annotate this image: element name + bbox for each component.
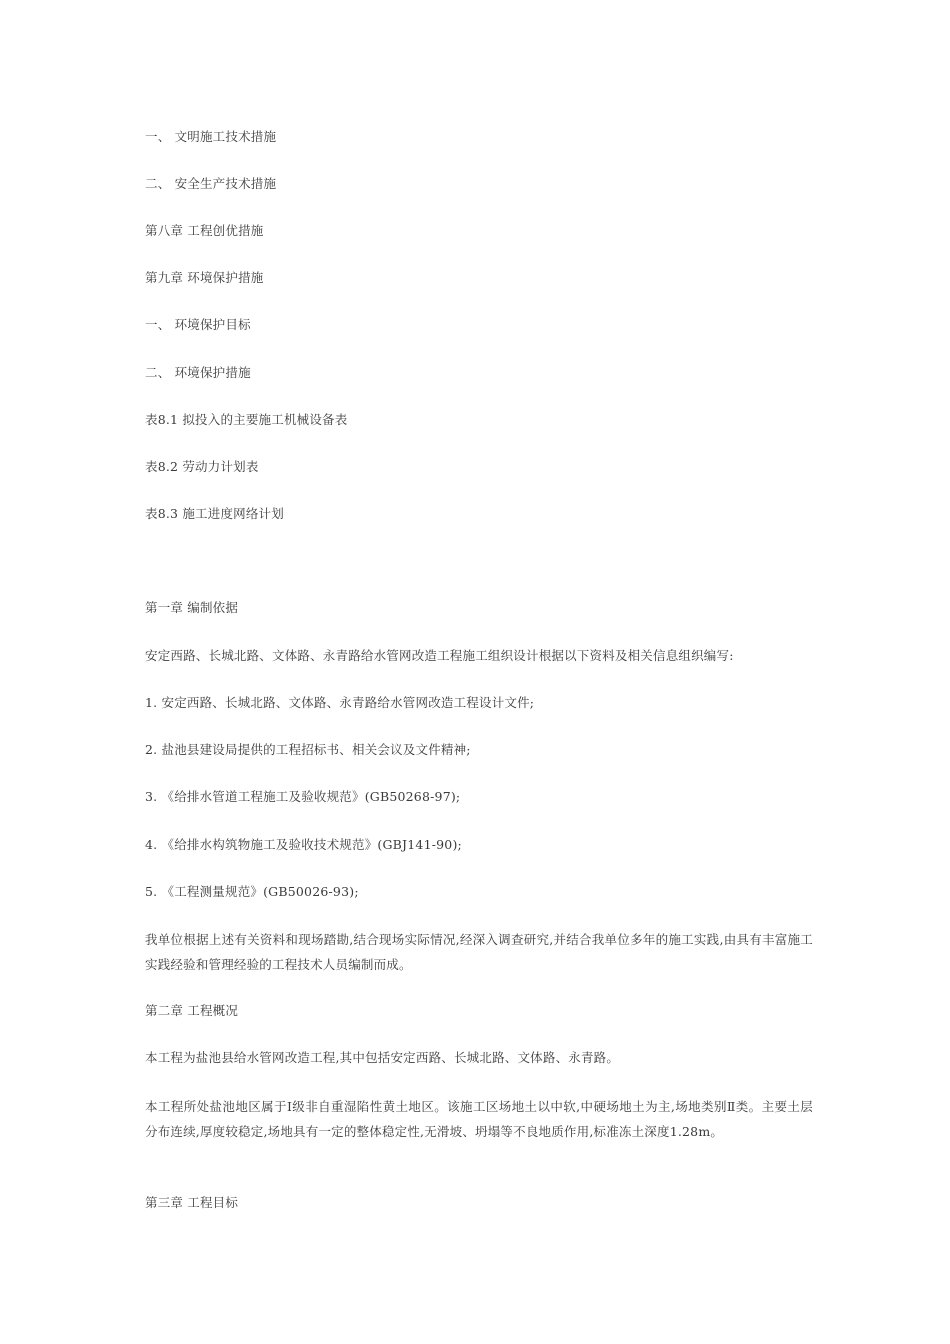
toc-item-table-8-2: 表8.2 劳动力计划表: [145, 459, 259, 474]
toc-item-env-measures: 二、 环境保护措施: [145, 365, 251, 380]
toc-item-table-8-3: 表8.3 施工进度网络计划: [145, 506, 284, 521]
basis-item-3: 3. 《给排水管道工程施工及验收规范》(GB50268-97);: [145, 789, 461, 804]
basis-item-4: 4. 《给排水构筑物施工及验收技术规范》(GBJ141-90);: [145, 837, 462, 852]
chapter-1-summary: 我单位根据上述有关资料和现场踏勘,结合现场实际情况,经深入调查研究,并结合我单位多年的施工实践,由具有丰富施工实践经验和管理经验的工程技术人员编制而成。: [145, 932, 813, 972]
chapter-2-heading: 第二章 工程概况: [145, 1003, 239, 1018]
basis-item-1: 1. 安定西路、长城北路、文体路、永青路给水管网改造工程设计文件;: [145, 695, 535, 710]
basis-item-5: 5. 《工程测量规范》(GB50026-93);: [145, 884, 359, 899]
toc-item-chapter-8: 第八章 工程创优措施: [145, 223, 264, 238]
chapter-2-paragraph-2: 本工程所处盐池地区属于Ⅰ级非自重湿陷性黄土地区。该施工区场地土以中软,中硬场地土为主,场地类别Ⅱ类。主要土层分布连续,厚度较稳定,场地具有一定的整体稳定性,无滑坡、坍塌等不良地质作用,标准冻土深度1.28m。: [145, 1099, 813, 1139]
chapter-3-heading: 第三章 工程目标: [145, 1195, 239, 1210]
chapter-1-intro: 安定西路、长城北路、文体路、永青路给水管网改造工程施工组织设计根据以下资料及相关信息组织编写:: [145, 648, 734, 663]
basis-item-2: 2. 盐池县建设局提供的工程招标书、相关会议及文件精神;: [145, 742, 471, 757]
toc-item-chapter-9: 第九章 环境保护措施: [145, 270, 264, 285]
toc-item-env-goal: 一、 环境保护目标: [145, 317, 251, 332]
toc-item-safety-production: 二、 安全生产技术措施: [145, 176, 277, 191]
toc-item-table-8-1: 表8.1 拟投入的主要施工机械设备表: [145, 412, 348, 427]
chapter-2-paragraph-1: 本工程为盐池县给水管网改造工程,其中包括安定西路、长城北路、文体路、永青路。: [145, 1050, 620, 1065]
toc-item-civilized-construction: 一、 文明施工技术措施: [145, 129, 277, 144]
chapter-1-heading: 第一章 编制依据: [145, 600, 239, 615]
